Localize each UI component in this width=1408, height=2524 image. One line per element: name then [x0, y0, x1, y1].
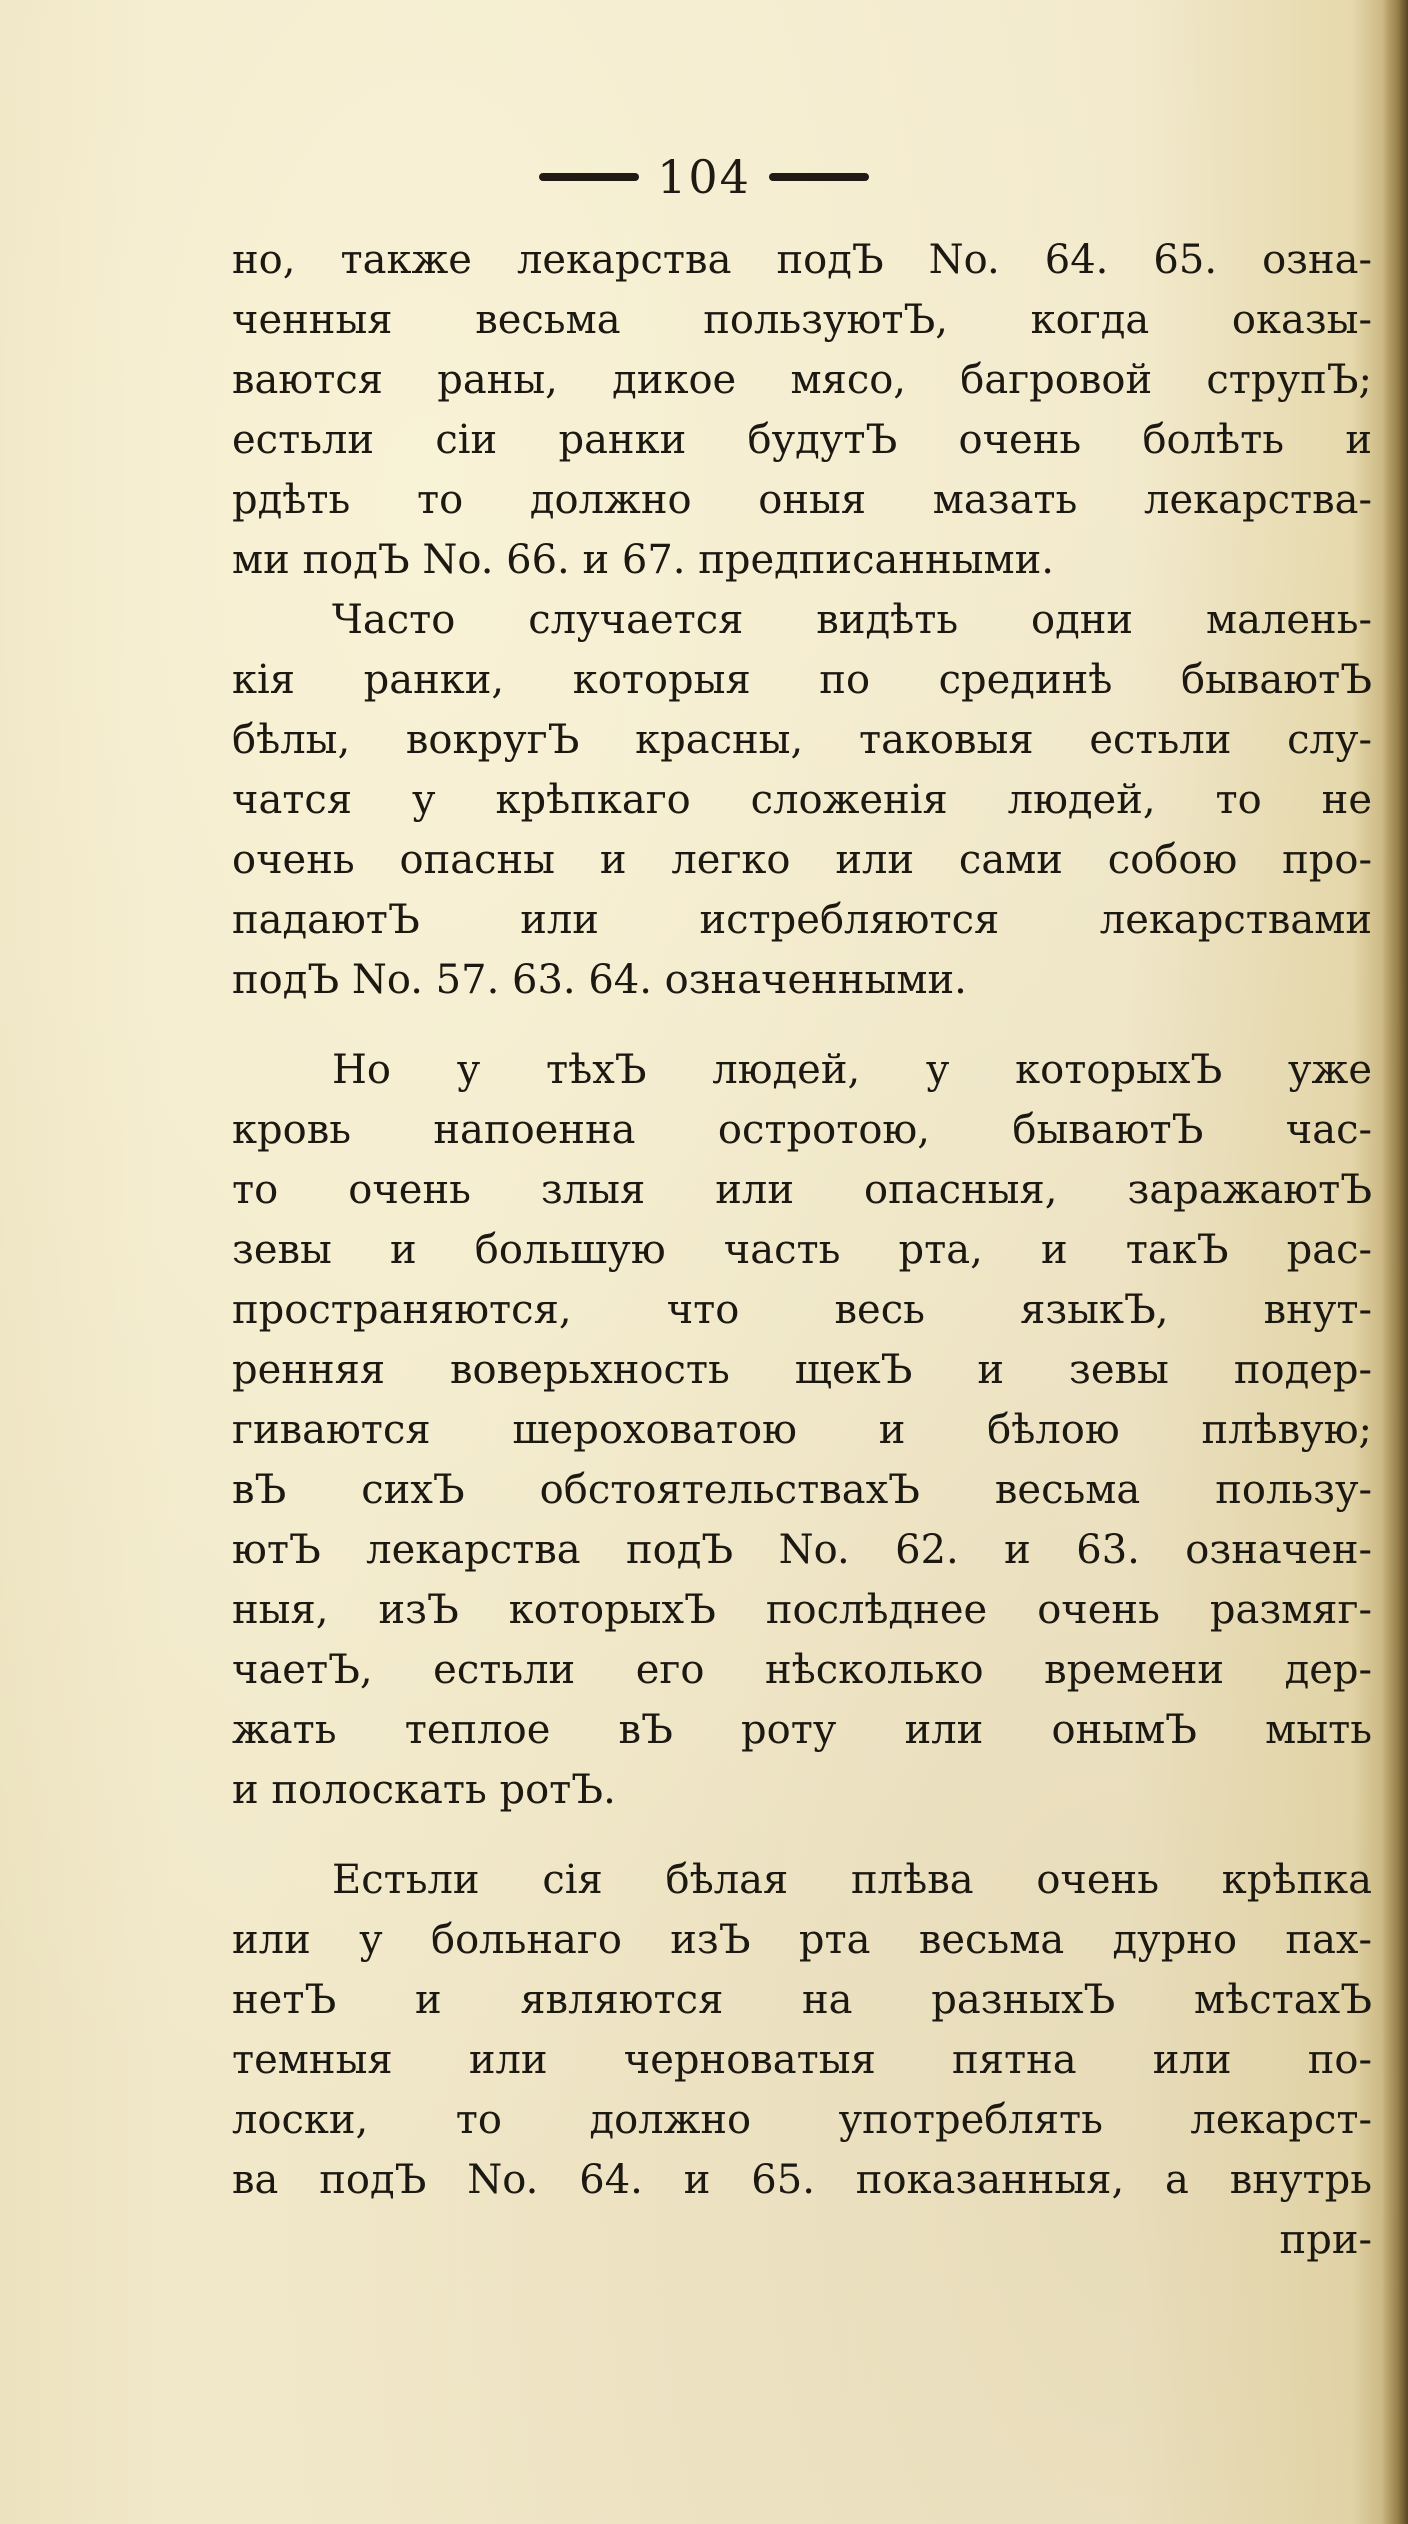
text-line: чаетЪ, естьли его нѣсколько времени дер-: [232, 1647, 1372, 1693]
text-line: рдѣть то должно оныя мазать лекарства-: [232, 477, 1372, 523]
text-line: Естьли сія бѣлая плѣва очень крѣпка: [332, 1857, 1372, 1903]
text-line: пространяются, что весь языкЪ, внут-: [232, 1287, 1372, 1333]
text-line: ныя, изЪ которыхЪ послѣднее очень размяг-: [232, 1587, 1372, 1633]
paragraph-gap: [232, 1820, 1372, 1850]
text-line: вЪ сихЪ обстоятельствахЪ весьма пользу-: [232, 1467, 1372, 1513]
paragraph-gap: [232, 1010, 1372, 1040]
text-line: темныя или черноватыя пятна или по-: [232, 2037, 1372, 2083]
text-line: Часто случается видѣть одни малень-: [332, 597, 1372, 643]
text-line: то очень злыя или опасныя, заражаютЪ: [232, 1167, 1372, 1213]
page-edge-shadow: [1382, 0, 1408, 2524]
text-line: кровь напоенна остротою, бываютЪ час-: [232, 1107, 1372, 1153]
text-line: и полоскать ротЪ.: [232, 1767, 616, 1813]
text-line: гиваются шероховатою и бѣлою плѣвую;: [232, 1407, 1372, 1453]
text-line: Но у тѣхЪ людей, у которыхЪ уже: [332, 1047, 1372, 1093]
text-line: ютЪ лекарства подЪ No. 62. и 63. означен-: [232, 1527, 1372, 1573]
text-line: лоски, то должно употреблять лекарст-: [232, 2097, 1372, 2143]
text-line: кія ранки, которыя по срединѣ бываютЪ: [232, 657, 1372, 703]
header-rule-left: [539, 173, 639, 181]
text-line: падаютЪ или истребляются лекарствами: [232, 897, 1372, 943]
text-line: подЪ No. 57. 63. 64. означенными.: [232, 957, 967, 1003]
text-line: или у больнаго изЪ рта весьма дурно пах-: [232, 1917, 1372, 1963]
text-line: чатся у крѣпкаго сложенія людей, то не: [232, 777, 1372, 823]
page-header: [0, 150, 1408, 204]
text-line: но, также лекарства подЪ No. 64. 65. озна-: [232, 237, 1372, 283]
text-line: ренняя воверьхность щекЪ и зевы подер-: [232, 1347, 1372, 1393]
text-line: ми подЪ No. 66. и 67. предписанными.: [232, 537, 1054, 583]
text-line: нетЪ и являются на разныхЪ мѣстахЪ: [232, 1977, 1372, 2023]
catchword: при-: [1279, 2217, 1372, 2263]
text-line: очень опасны и легко или сами собою про-: [232, 837, 1372, 883]
body-text: [232, 230, 1372, 2270]
text-line: зевы и большую часть рта, и такЪ рас-: [232, 1227, 1372, 1273]
text-line: ченныя весьма пользуютЪ, когда оказы-: [232, 297, 1372, 343]
text-line: жать теплое вЪ роту или онымЪ мыть: [232, 1707, 1372, 1753]
header-rule-right: [769, 173, 869, 181]
text-line: бѣлы, вокругЪ красны, таковыя естьли слу-: [232, 717, 1372, 763]
text-line: ва подЪ No. 64. и 65. показанныя, а внутрь: [232, 2157, 1372, 2203]
page-number: 104: [657, 150, 751, 204]
text-line: ваются раны, дикое мясо, багровой струпЪ;: [232, 357, 1372, 403]
text-line: естьли сіи ранки будутЪ очень болѣть и: [232, 417, 1372, 463]
